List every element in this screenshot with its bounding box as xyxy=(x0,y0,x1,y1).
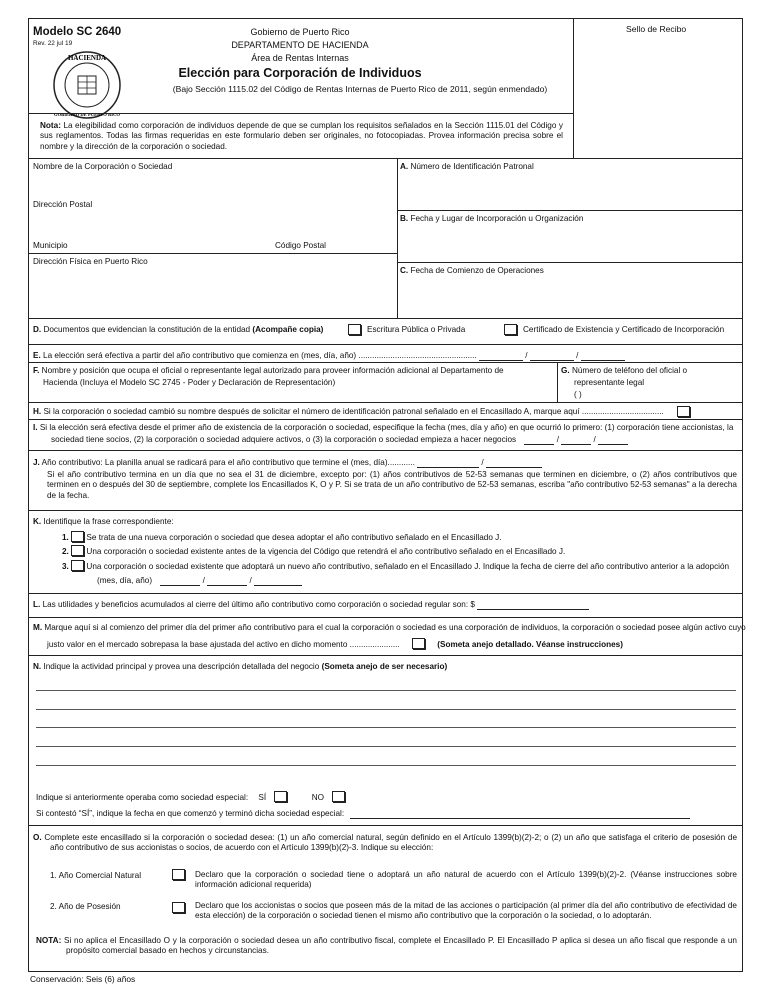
section-h: H. Si la corporación o sociedad cambió su nombre después de solicitar el número de identificación patronal señalado en el Encasillado A, marque aquí .................................... xyxy=(33,407,664,416)
section-m-line2: justo valor en el mercado sobrepasa la base ajustada del activo en dicho momento ...................... (Someta anejo detallado. Véanse instrucciones) xyxy=(47,640,623,649)
section-m: M. Marque aquí si al comienzo del primer día del primer año contributivo para el cual la corporación o sociedad es una corporación de individuos, la corporación o sociedad posee algún activo cuyo xyxy=(33,623,746,632)
first-year-day-input[interactable] xyxy=(561,444,591,445)
k-prev-day-input[interactable] xyxy=(207,585,247,586)
natural-year-checkbox[interactable] xyxy=(172,869,185,880)
section-o: O. Complete este encasillado si la corporación o sociedad desea: (1) un año comercial natural, según definido en el Artículo 1399(b)(2)-2; o (2) un año que satisfaga el criterio de posesión de año contributivo de sus accionistas o socios, de acuerdo con el Artículo 1399(b)(2)-3. Indique su elección: xyxy=(33,833,737,853)
special-dates-row: Si contestó “SÍ”, indique la fecha en que comenzó y terminó dicha sociedad especial: xyxy=(36,809,690,819)
government-name: Gobierno de Puerto Rico xyxy=(250,27,350,37)
deed-checkbox[interactable] xyxy=(348,324,361,335)
section-f: F. Nombre y posición que ocupa el oficial o representante legal autorizado para proveer información adicional al Departamento de xyxy=(33,366,504,375)
certificate-label: Certificado de Existencia y Certificado de Incorporación xyxy=(523,325,725,334)
k-prev-year-input[interactable] xyxy=(254,585,302,586)
section-e: E. La elección será efectiva a partir del año contributivo que comienza en (mes, día, año) .................................................... / / xyxy=(33,351,625,361)
form-title: Elección para Corporación de Individuos xyxy=(178,66,422,80)
certificate-checkbox[interactable] xyxy=(504,324,517,335)
retention-period: Conservación: Seis (6) años xyxy=(30,974,136,984)
first-year-year-input[interactable] xyxy=(598,444,628,445)
ownership-year-label: 2. Año de Posesión xyxy=(50,902,121,911)
form-subtitle: (Bajo Sección 1115.02 del Código de Rentas Internas de Puerto Rico de 2011, según enmendado) xyxy=(172,84,548,94)
description-line-2[interactable] xyxy=(36,709,736,710)
section-i-line2: sociedad tiene socios, (2) la corporación o sociedad adquiere activos, o (3) la corporación o sociedad empieza a hacer negocios / / xyxy=(51,435,628,445)
form-id: Modelo SC 2640 xyxy=(33,26,122,38)
appreciated-asset-checkbox[interactable] xyxy=(412,638,425,649)
k-option-2: 2. Una corporación o sociedad existente antes de la vigencia del Código que retendrá el año contributivo señalado en el Encasillado J. xyxy=(62,547,566,556)
section-f-line2: Hacienda (Incluya el Modelo SC 2745 - Poder y Declaración de Representación) xyxy=(43,378,336,387)
section-d: D. Documentos que evidencian la constitución de la entidad (Acompañe copia) xyxy=(33,325,324,334)
description-line-4[interactable] xyxy=(36,746,736,747)
seal-bottom-text: GOBIERNO DE PUERTO RICO xyxy=(54,112,120,117)
tax-year-day-input[interactable] xyxy=(486,467,542,468)
address-field[interactable]: Dirección Postal xyxy=(33,200,93,209)
tax-year-month-input[interactable] xyxy=(417,467,479,468)
special-yes-checkbox[interactable] xyxy=(274,791,287,802)
section-k: K. Identifique la frase correspondiente: xyxy=(33,517,174,526)
section-i: I. Si la elección será efectiva desde el primer año de existencia de la corporación o sociedad, especifique la fecha (mes, día y año) en que ocurrió lo primero: (1) corporación tiene accionistas, la xyxy=(33,423,734,432)
k3-checkbox[interactable] xyxy=(71,560,84,571)
final-note: NOTA: Si no aplica el Encasillado O y la corporación o sociedad desea un año contributivo fiscal, complete el Encasillado P. El Encasillado P aplica si desea un año fiscal que responde a un propósito comercial basado en hechos y circunstancias. xyxy=(36,936,737,956)
section-j: J. Año contributivo: La planilla anual se radicará para el año contributivo que termine el (mes, día)............ / xyxy=(33,458,542,468)
area-name: Área de Rentas Internas xyxy=(251,53,349,63)
employer-id-field[interactable]: A. Número de Identificación Patronal xyxy=(400,162,534,171)
note-label: Nota: xyxy=(40,121,61,130)
section-j-detail: Si el año contributivo termina en un día que no sea el 31 de diciembre, excepto por: (1) años contributivos de 52-53 semanas que terminen en diciembre, o (2) años contributivos que terminen en o después del 30 de septiembre, complete los Encasillados K, O y P. Si se trata de un año contributivo de 52-53 semanas, escriba "año contributivo 52-53 semanas" a la derecha de la fecha. xyxy=(47,470,737,500)
municipality-field[interactable]: Municipio xyxy=(33,241,68,250)
note-text: La elegibilidad como corporación de individuos depende de que se cumplan los requisitos señalados en la Sección 1115.01 del Código y sus reglamentos. Todas las firmas requeridas en este formulario deben ser originales, no fotocopiadas. Provea información precisa sobre el nombre y la dirección de la corporación o sociedad. xyxy=(40,121,563,151)
section-n: N. Indique la actividad principal y provea una descripción detallada del negocio (Someta anejo de ser necesario) xyxy=(33,662,448,671)
special-partnership-row: Indique si anteriormente operaba como sociedad especial: SÍ NO xyxy=(36,791,345,803)
k-date-row: (mes, día, año) / / xyxy=(97,576,302,586)
section-g-line2: representante legal xyxy=(574,378,645,387)
k2-checkbox[interactable] xyxy=(71,545,84,556)
k-prev-month-input[interactable] xyxy=(160,585,200,586)
earnings-input[interactable] xyxy=(477,609,589,610)
incorporation-field[interactable]: B. Fecha y Lugar de Incorporación u Organización xyxy=(400,214,584,223)
description-line-1[interactable] xyxy=(36,690,736,691)
description-line-5[interactable] xyxy=(36,765,736,766)
natural-year-text: Declaro que la corporación o sociedad tiene o adoptará un año natural de acuerdo con el Artículo 1399(b)(2)-2. (Véanse instrucciones sobre información adicional requerida) xyxy=(195,870,737,890)
phone-input[interactable]: ( ) xyxy=(574,390,582,399)
zip-field[interactable]: Código Postal xyxy=(275,241,326,250)
description-line-3[interactable] xyxy=(36,727,736,728)
ownership-year-text: Declaro que los accionistas o socios que poseen más de la mitad de las acciones o participación (al primer día del año contributivo de efectividad de esta elección) de la corporación o sociedad tienen el mismo año contributivo que la corporación o la sociedad, o lo adoptarán. xyxy=(195,901,737,921)
corp-name-field[interactable]: Nombre de la Corporación o Sociedad xyxy=(33,162,173,171)
k-option-3: 3. Una corporación o sociedad existente que adoptará un nuevo año contributivo, señalado en el Encasillado J. Indique la fecha de cierre del año contributivo anterior a la adopción xyxy=(62,562,730,571)
first-year-month-input[interactable] xyxy=(524,444,554,445)
operations-start-field[interactable]: C. Fecha de Comienzo de Operaciones xyxy=(400,266,544,275)
special-no-checkbox[interactable] xyxy=(332,791,345,802)
deed-label: Escritura Pública o Privada xyxy=(367,325,466,334)
name-change-checkbox[interactable] xyxy=(677,406,690,417)
natural-year-label: 1. Año Comercial Natural xyxy=(50,871,142,880)
ownership-year-checkbox[interactable] xyxy=(172,902,185,913)
k-option-1: 1. Se trata de una nueva corporación o sociedad que desea adoptar el año contributivo señalado en el Encasillado J. xyxy=(62,533,502,542)
revision-date: Rev. 22 jul 19 xyxy=(33,40,73,47)
physical-address-field[interactable]: Dirección Física en Puerto Rico xyxy=(33,257,148,266)
section-l: L. Las utilidades y beneficios acumulados al cierre del último año contributivo como corporación o sociedad regular son: $ xyxy=(33,600,589,610)
department-name: DEPARTAMENTO DE HACIENDA xyxy=(231,40,369,50)
k1-checkbox[interactable] xyxy=(71,531,84,542)
section-g: G. Número de teléfono del oficial o xyxy=(561,366,688,375)
seal-top-text: HACIENDA xyxy=(67,54,107,62)
special-dates-input[interactable] xyxy=(350,818,690,819)
note-block xyxy=(40,121,563,152)
receipt-stamp-label: Sello de Recibo xyxy=(626,24,687,34)
